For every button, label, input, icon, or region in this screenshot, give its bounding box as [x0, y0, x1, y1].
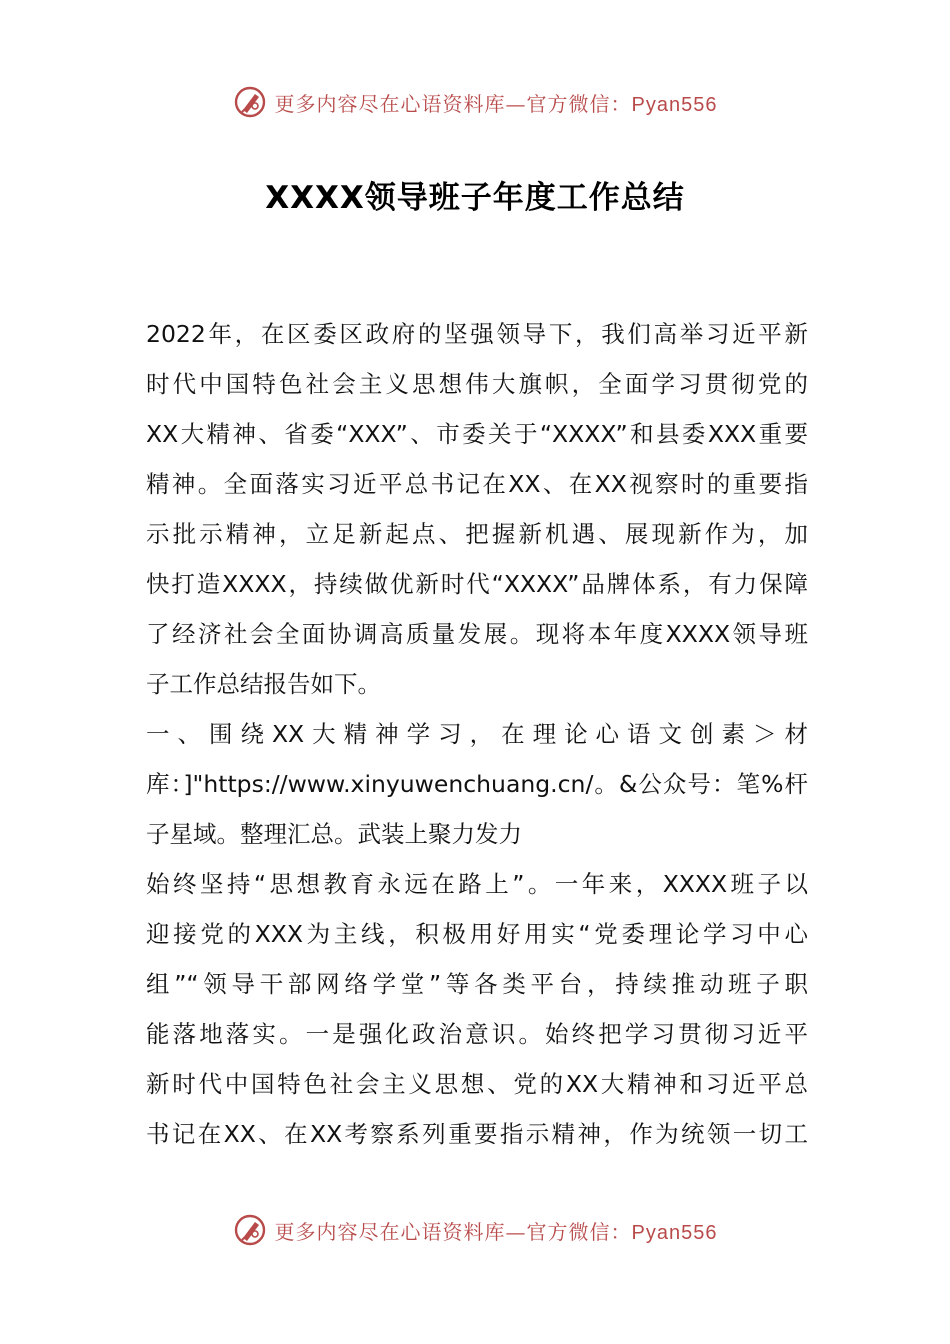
body-line: 始终坚持“思想教育永远在路上”。一年来，XXXX班子以 — [146, 870, 808, 898]
body-line: 2022年，在区委区政府的坚强领导下，我们高举习近平新 — [146, 320, 808, 348]
banner-text — [275, 1216, 718, 1245]
body-line: 组”“领导干部网络学堂”等各类平台，持续推动班子职 — [146, 970, 808, 998]
body-line: 示批示精神，立足新起点、把握新机遇、展现新作为，加 — [146, 520, 808, 548]
section-heading-line: 子星域。整理汇总。武装上聚力发力 — [146, 820, 522, 848]
footer-banner — [0, 1208, 950, 1252]
body-line: 了经济社会全面协调高质量发展。现将本年度XXXX领导班 — [146, 620, 808, 648]
body-line: XX大精神、省委“XXX”、市委关于“XXXX”和县委XXX重要 — [146, 420, 808, 448]
pen-nib-logo-icon — [233, 1213, 267, 1247]
banner-slogan: 更多内容尽在心语资料库—官方微信： — [274, 91, 632, 116]
banner-wechat-id: Pyan556 — [631, 93, 718, 116]
banner-text — [275, 88, 718, 117]
body-line: 精神。全面落实习近平总书记在XX、在XX视察时的重要指 — [146, 470, 808, 498]
body-line: 迎接党的XXX为主线，积极用好用实“党委理论学习中心 — [146, 920, 808, 948]
body-line: 子工作总结报告如下。 — [146, 670, 381, 698]
document-title: XXXX领导班子年度工作总结 — [265, 180, 685, 216]
body-line: 时代中国特色社会主义思想伟大旗帜，全面学习贯彻党的 — [146, 370, 808, 398]
banner-slogan: 更多内容尽在心语资料库—官方微信： — [274, 1219, 632, 1244]
body-line: 能落地落实。一是强化政治意识。始终把学习贯彻习近平 — [146, 1020, 808, 1048]
pen-nib-logo-icon — [233, 85, 267, 119]
section-heading-line: 库：]"https://www.xinyuwenchuang.cn/。&公众号：笔%杆 — [146, 770, 808, 798]
banner-wechat-id: Pyan556 — [631, 1221, 718, 1244]
header-banner — [0, 80, 950, 124]
body-line: 快打造XXXX，持续做优新时代“XXXX”品牌体系，有力保障 — [146, 570, 808, 598]
section-heading-line: 一、围绕XX大精神学习，在理论心语文创素＞材 — [146, 720, 808, 748]
body-line: 新时代中国特色社会主义思想、党的XX大精神和习近平总 — [146, 1070, 808, 1098]
body-line: 书记在XX、在XX考察系列重要指示精神，作为统领一切工 — [146, 1120, 808, 1148]
document-body — [146, 309, 808, 1159]
